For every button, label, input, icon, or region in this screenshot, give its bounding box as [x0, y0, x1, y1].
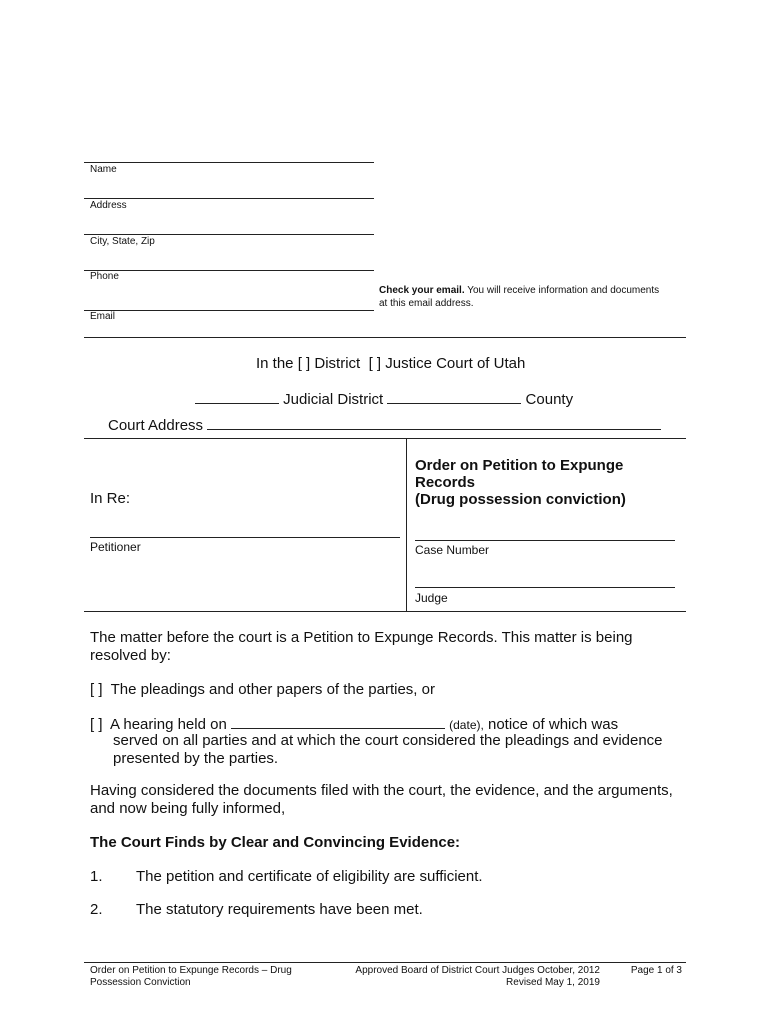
caption-bottom-divider [84, 611, 686, 612]
email-field-line[interactable] [84, 310, 374, 311]
caption-vertical-divider [406, 438, 407, 611]
title-line-2: Records [415, 474, 476, 491]
title-line-1: Order on Petition to Expunge [415, 457, 624, 474]
option-hearing-prefix: A hearing held on [110, 716, 227, 733]
phone-field-line[interactable] [84, 270, 374, 271]
findings-heading: The Court Finds by Clear and Convincing Evidence: [90, 834, 461, 851]
option-hearing-rest: notice of which was [488, 716, 619, 733]
option-pleadings-checkbox[interactable]: [ ] [90, 681, 103, 698]
petitioner-field-line[interactable] [90, 537, 400, 538]
footer-form-title-2: Possession Conviction [90, 977, 191, 988]
email-note [379, 284, 669, 310]
footer-left [90, 965, 292, 989]
finding-text: The statutory requirements have been met. [136, 901, 423, 918]
address-label: Address [90, 200, 127, 211]
document-title [415, 457, 626, 508]
city-label: City, State, Zip [90, 236, 155, 247]
judicial-district-label: Judicial District [283, 391, 384, 408]
option-pleadings [90, 681, 435, 698]
judge-label: Judge [415, 591, 448, 605]
option-hearing [90, 713, 618, 733]
county-field[interactable] [387, 388, 521, 404]
option-hearing-checkbox[interactable]: [ ] [90, 716, 103, 733]
header-divider [84, 337, 686, 338]
case-number-label: Case Number [415, 543, 490, 557]
court-address-field[interactable] [207, 414, 661, 430]
finding-number: 2. [90, 901, 103, 918]
caption-top-divider [84, 438, 686, 439]
county-label: County [525, 391, 574, 408]
title-line-3: (Drug possession conviction) [415, 491, 626, 508]
court-line-1 [256, 355, 525, 372]
address-field-line[interactable] [84, 198, 374, 199]
judicial-district-field[interactable] [195, 388, 279, 404]
justice-checkbox[interactable]: [ ] [368, 355, 382, 372]
footer-center [330, 965, 600, 989]
option-pleadings-text: The pleadings and other papers of the parties, or [110, 681, 435, 698]
court-address-label: Court Address [108, 417, 204, 434]
intro-paragraph: The matter before the court is a Petition to Expunge Records. This matter is being resolved by: [90, 629, 633, 664]
judge-field-line[interactable] [415, 587, 675, 588]
finding-item [90, 901, 423, 918]
district-checkbox[interactable]: [ ] [297, 355, 311, 372]
finding-number: 1. [90, 868, 103, 885]
court-prefix: In the [256, 355, 294, 372]
phone-label: Phone [90, 271, 119, 282]
footer-revision: Revised May 1, 2019 [506, 977, 600, 988]
court-line-2 [195, 388, 573, 408]
finding-text: The petition and certificate of eligibility are sufficient. [136, 868, 483, 885]
name-field-line[interactable] [84, 162, 374, 163]
email-note-bold: Check your email. [379, 285, 465, 296]
hearing-date-field[interactable] [231, 713, 445, 729]
footer-divider [84, 962, 686, 963]
court-address-row [108, 414, 661, 434]
email-label: Email [90, 311, 116, 322]
page-number: Page 1 of 3 [630, 965, 682, 976]
petitioner-label: Petitioner [90, 540, 141, 554]
case-number-field-line[interactable] [415, 540, 675, 541]
footer-approval: Approved Board of District Court Judges October, 2012 [355, 965, 600, 976]
footer-form-title-1: Order on Petition to Expunge Records – Drug [90, 965, 292, 976]
hearing-date-label: (date), [449, 718, 484, 732]
name-label: Name [90, 164, 117, 175]
finding-item [90, 868, 483, 885]
in-re-label: In Re: [90, 490, 131, 507]
justice-label: Justice Court of Utah [385, 355, 526, 372]
email-note-text: You will receive information and documents at this email address. [379, 285, 660, 309]
city-field-line[interactable] [84, 234, 374, 235]
district-label: District [314, 355, 361, 372]
considered-paragraph: Having considered the documents filed with the court, the evidence, and the arguments, and now being fully informed, [90, 782, 673, 817]
option-hearing-continued: served on all parties and at which the court considered the pleadings and evidence presented by the parties. [113, 732, 663, 767]
